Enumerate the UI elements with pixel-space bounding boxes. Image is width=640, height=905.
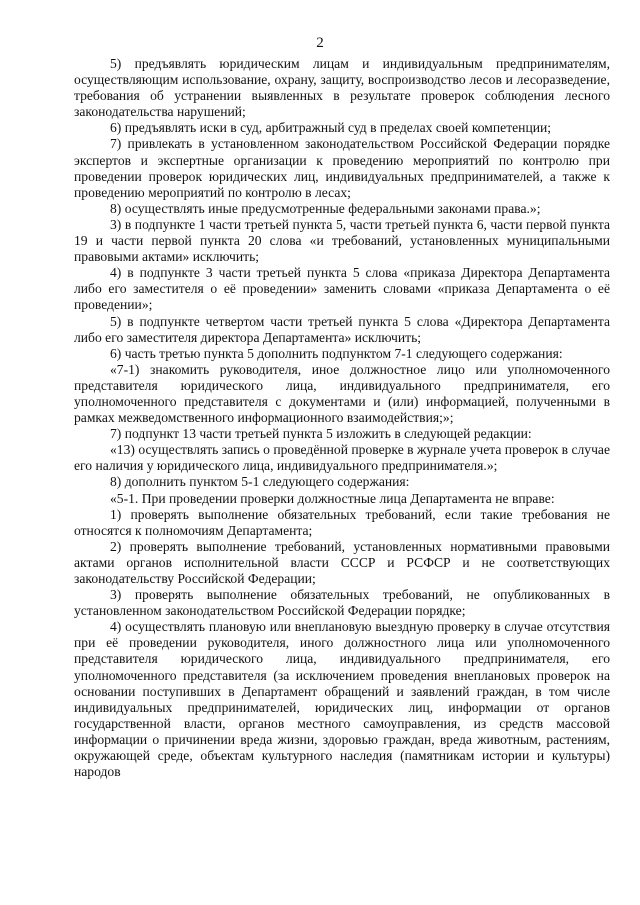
paragraph-prohibition-3: 3) проверять выполнение обязательных требований, не опубликованных в установленном законодательством Российской Федерации порядке;	[74, 587, 610, 619]
paragraph-prohibition-2: 2) проверять выполнение требований, установленных нормативными правовыми актами органов исполнительной власти СССР и РСФСР и не соответствующих законодательству Российской Федерации;	[74, 538, 610, 586]
paragraph-amendment-7: 7) подпункт 13 части третьей пункта 5 изложить в следующей редакции:	[110, 426, 532, 442]
paragraph-prohibition-4: 4) осуществлять плановую или внеплановую выездную проверку в случае отсутствия при её проведении руководителя, иного должностного лица или уполномоченного представителя юридического лица, индивидуального предпринимателя, его уполномоченного представителя (за исключением проведения внеплановых проверок на основании поступивших в Департамент обращений и заявлений граждан, в том числе индивидуальных предпринимателей, юридических лиц, информации от органов государственной власти, органов местного самоуправления, из средств массовой информации о причинении вреда жизни, здоровью граждан, вреда животным, растениям, окружающей среде, объектам культурного наследия (памятникам истории и культуры) народов	[74, 619, 610, 780]
paragraph-subitem-7-1: «7-1) знакомить руководителя, иное должностное лицо или уполномоченного представителя юридического лица, индивидуального предпринимателя, его уполномоченного представителя с документами и (или) информацией, полученными в рамках межведомственного информационного взаимодействия;»;	[74, 361, 610, 426]
paragraph-subitem-13: «13) осуществлять запись о проведённой проверке в журнале учета проверок в случае его наличия у юридического лица, индивидуального предпринимателя.»;	[74, 442, 610, 474]
paragraph-amendment-6: 6) часть третью пункта 5 дополнить подпунктом 7-1 следующего содержания:	[110, 345, 563, 361]
paragraph-amendment-3: 3) в подпункте 1 части третьей пункта 5, части третьей пункта 6, части первой пункта 19 и части первой пункта 20 слова «и требований, установленных муниципальными правовыми актами» исключить;	[74, 216, 610, 265]
page-number: 2	[316, 35, 324, 51]
paragraph-amendment-5: 5) в подпункте четвертом части третьей пункта 5 слова «Директора Департамента либо его заместителя директора Департамента» исключить;	[74, 313, 610, 345]
paragraph-rights-5: 5) предъявлять юридическим лицам и индивидуальным предпринимателям, осуществляющим использование, охрану, защиту, воспроизводство лесов и лесоразведение, требования об устранении выявленных в результате проверок соблюдения лесного законодательства нарушений;	[74, 56, 610, 120]
paragraph-amendment-4: 4) в подпункте 3 части третьей пункта 5 слова «приказа Директора Департамента либо его заместителя о её проведении» заменить словами «приказа Департамента о её проведении»;	[74, 265, 610, 313]
paragraph-amendment-8: 8) дополнить пунктом 5-1 следующего содержания:	[110, 474, 410, 490]
paragraph-rights-8: 8) осуществлять иные предусмотренные федеральными законами права.»;	[110, 200, 541, 216]
paragraph-prohibition-1: 1) проверять выполнение обязательных требований, если такие требования не относятся к полномочиям Департамента;	[74, 506, 610, 538]
paragraph-rights-6: 6) предъявлять иски в суд, арбитражный суд в пределах своей компетенции;	[110, 120, 552, 136]
paragraph-item-5-1: «5-1. При проведении проверки должностные лица Департамента не вправе:	[110, 490, 555, 506]
paragraph-rights-7: 7) привлекать в установленном законодательством Российской Федерации порядке экспертов и экспертные организации к проведению мероприятий по контролю при проведении проверок юридических лиц, индивидуальных предпринимателей, а также к проведению мероприятий по контролю в лесах;	[74, 136, 610, 200]
document-body	[74, 56, 610, 780]
